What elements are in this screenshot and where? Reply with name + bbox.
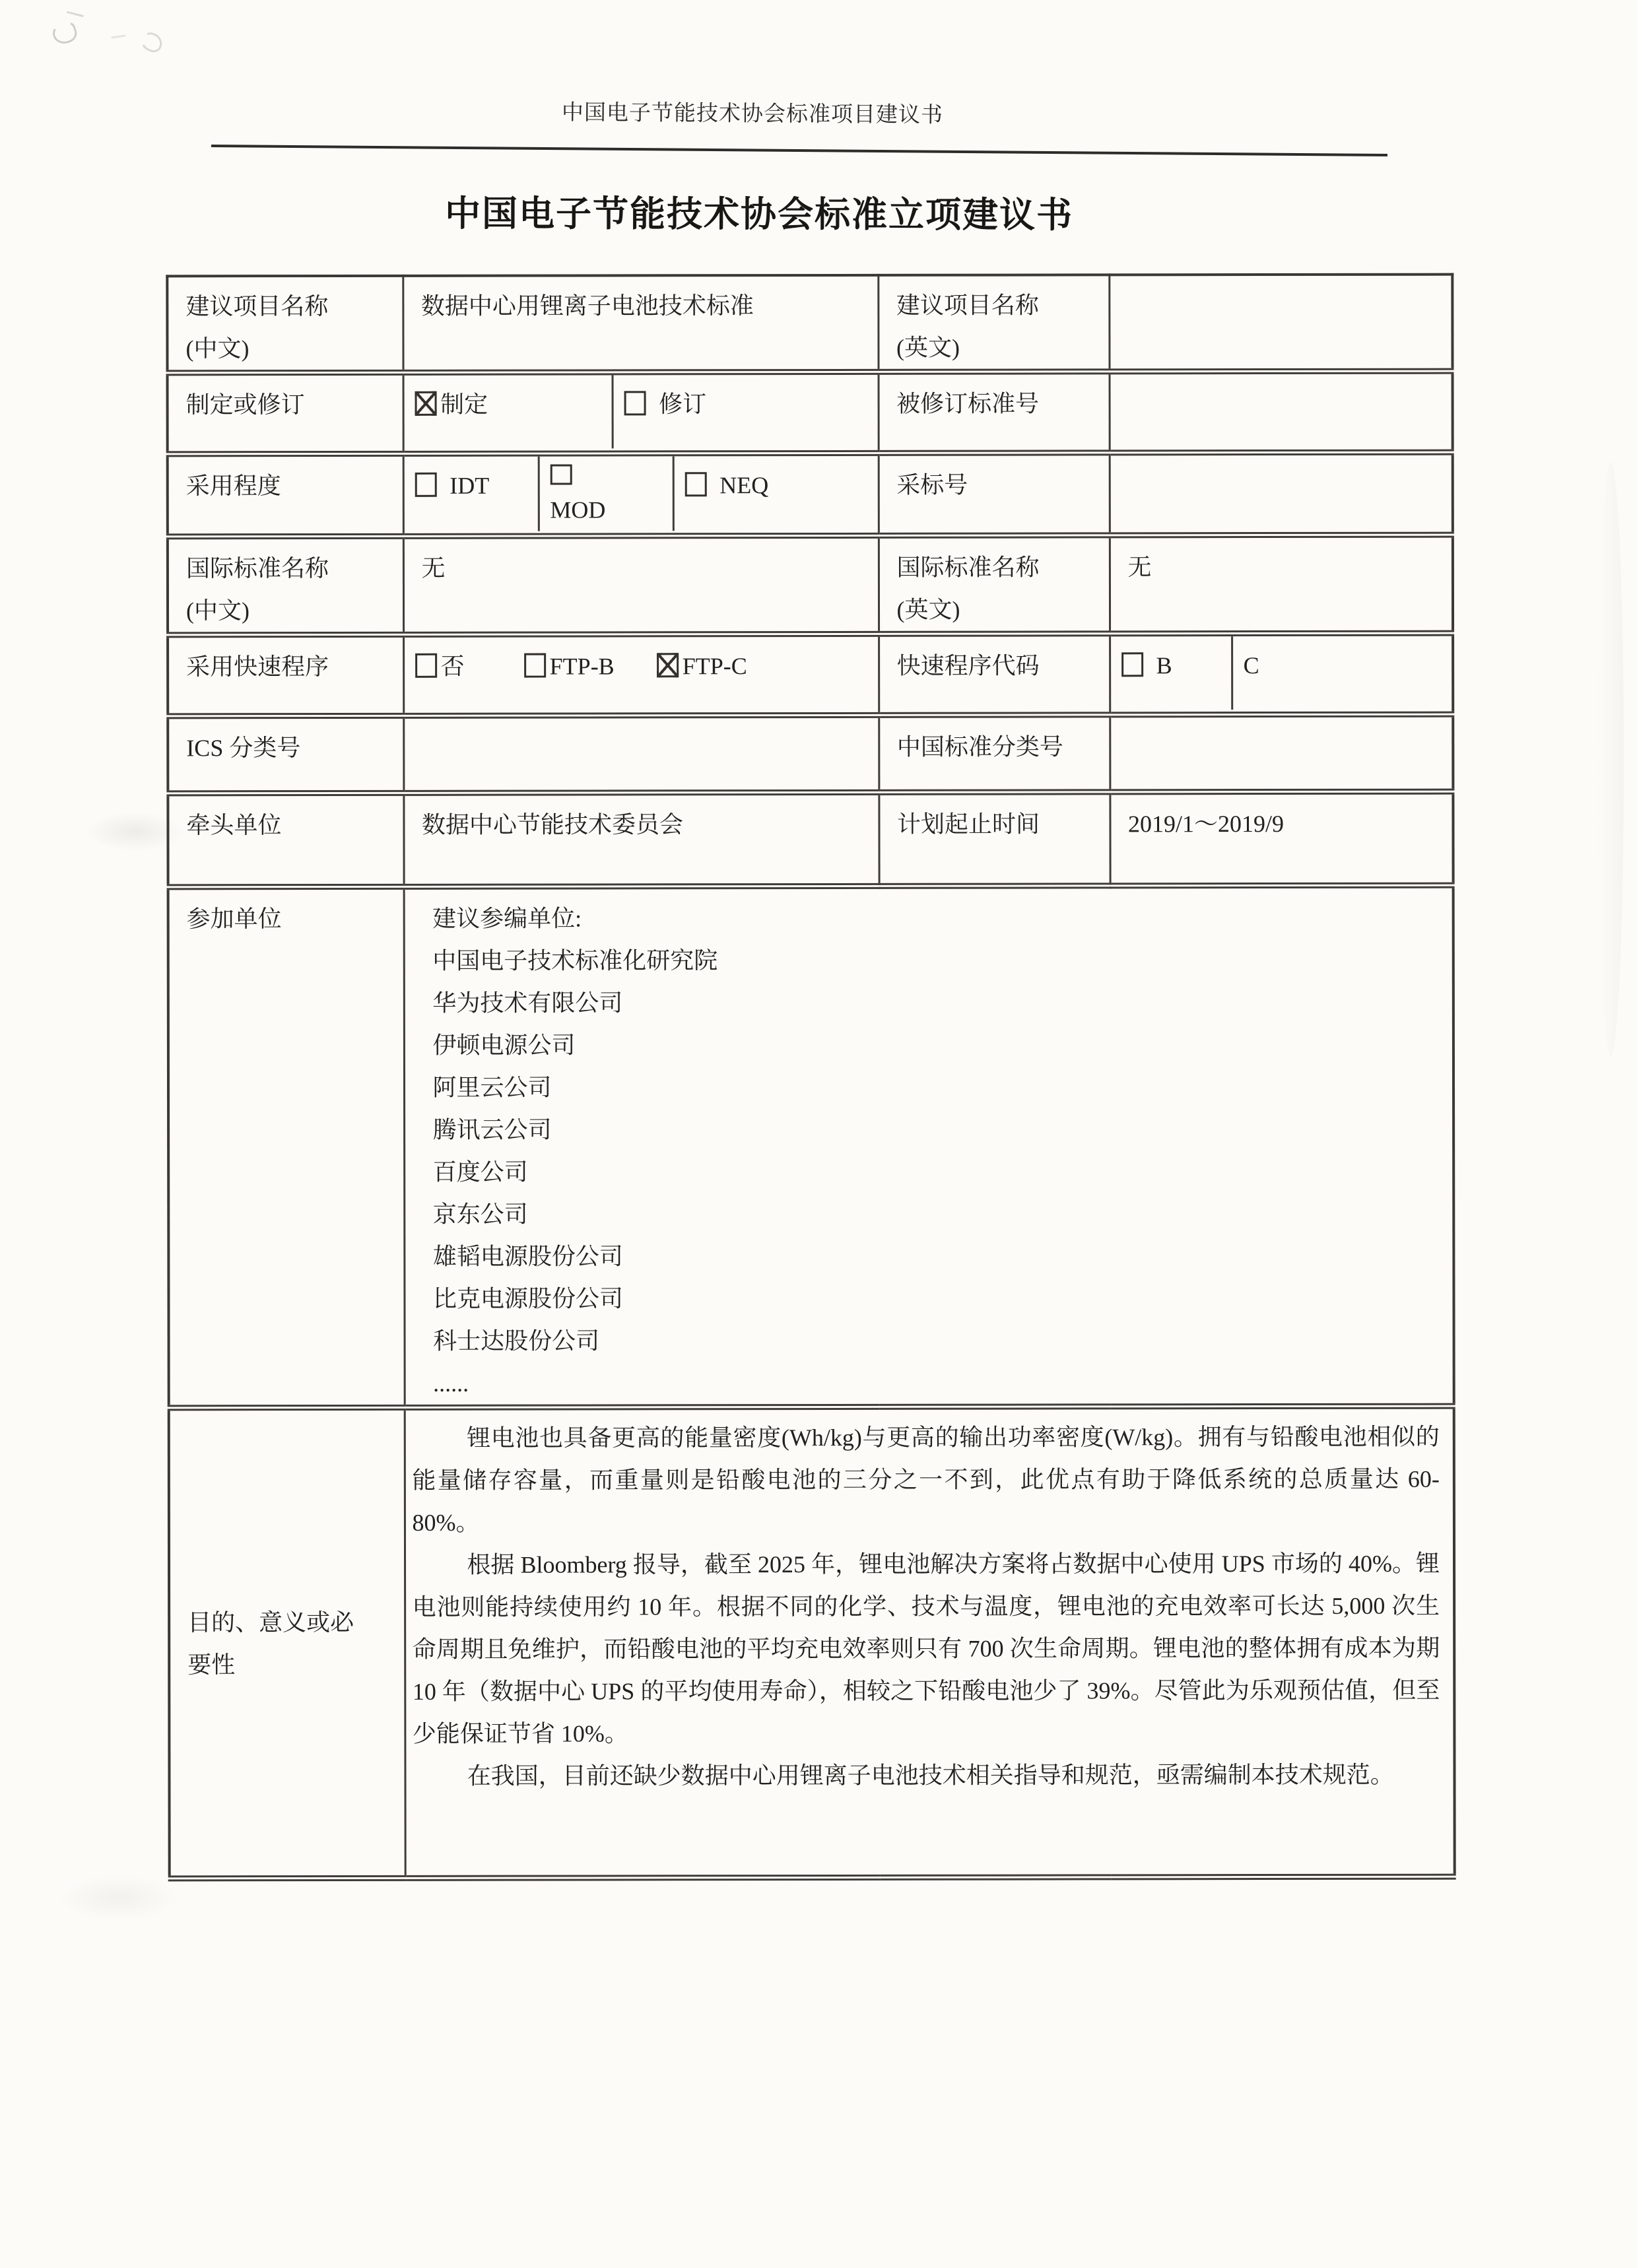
- label-intl-standard-name-en: 国际标准名称 (英文): [896, 554, 1040, 623]
- label-project-name-cn: 建议项目名称 (中文): [185, 293, 329, 362]
- checkbox-ftp-b-icon: [524, 653, 546, 678]
- checkbox-no-label: 否: [440, 653, 465, 680]
- checkbox-draft-label: 制定: [440, 391, 488, 418]
- option-neq: [674, 456, 877, 531]
- participating-unit: 京东公司: [432, 1201, 528, 1228]
- label-china-standard-class-no: 中国标准分类号: [896, 733, 1063, 760]
- pencil-scribble: [50, 19, 79, 47]
- row-fast-track: [168, 633, 1453, 716]
- value-adopted-standard-no: [1127, 463, 1443, 464]
- label-lead-unit: 牵头单位: [186, 812, 282, 839]
- option-mod: [539, 456, 674, 531]
- checkbox-revise-icon: [624, 391, 646, 415]
- label-purpose-significance: 目的、意义或必 要性: [187, 1609, 354, 1679]
- option-code-b: [1111, 636, 1233, 710]
- participating-unit: 伊顿电源公司: [432, 1032, 576, 1059]
- row-adoption-degree: [168, 452, 1453, 537]
- participating-units-heading: 建议参编单位:: [432, 905, 582, 932]
- checkbox-mod-icon: [550, 465, 572, 485]
- participating-unit: 百度公司: [432, 1158, 528, 1185]
- checkbox-neq-label: NEQ: [719, 472, 769, 499]
- option-code-c: [1233, 636, 1452, 710]
- participating-unit: 阿里云公司: [432, 1074, 552, 1101]
- checkbox-neq-icon: [685, 472, 706, 496]
- pencil-scribble: [110, 30, 125, 39]
- option-ftp-b: [524, 645, 615, 687]
- participating-unit: 中国电子技术标准化研究院: [432, 947, 718, 974]
- participating-units-ellipsis: ......: [433, 1370, 469, 1397]
- checkbox-draft-icon: [415, 391, 436, 416]
- participating-unit: 科士达股份公司: [433, 1327, 600, 1354]
- value-ics-class-no: [422, 726, 870, 727]
- purpose-paragraph-2: 根据 Bloomberg 报导，截至 2025 年，锂电池解决方案将占数据中心使用 UPS 市场的 40%。锂电池则能持续使用约 10 年。根据不同的化学、技术与温度，锂电池的充电效率可长达 5,000 次生命周期且免维护，而铅酸电池的平均充电效率则只有 700 次生命周期。锂电池的整体拥有成本为期 10 年（数据中心 UPS 的平均使用寿命），相较之下铅酸电池少了 39%。尽管此为乐观预估值，但至少能保证节省 10%。: [412, 1550, 1440, 1747]
- label-revised-standard-no: 被修订标准号: [896, 390, 1040, 417]
- label-adopted-standard-no: 采标号: [896, 471, 968, 498]
- option-ftp-c: [657, 645, 747, 687]
- code-c-label: C: [1243, 652, 1259, 679]
- label-project-name-en: 建议项目名称 (英文): [896, 292, 1039, 361]
- option-draft: [404, 375, 613, 448]
- value-planned-schedule: 2019/1～2019/9: [1127, 810, 1285, 838]
- value-china-standard-class-no: [1128, 725, 1444, 726]
- label-fast-track-code: 快速程序代码: [896, 652, 1040, 679]
- label-planned-schedule: 计划起止时间: [896, 811, 1040, 838]
- value-revised-standard-no: [1127, 382, 1443, 383]
- checkbox-idt-icon: [415, 473, 436, 497]
- label-ics-class-no: ICS 分类号: [186, 735, 301, 762]
- document-running-header: 中国电子节能技术协会标准项目建议书: [561, 100, 944, 128]
- label-adoption-degree: 采用程度: [185, 473, 281, 500]
- pencil-scribble: [67, 5, 85, 17]
- option-idt: [404, 457, 539, 531]
- value-lead-unit: 数据中心节能技术委员会: [421, 811, 684, 838]
- checkbox-no-icon: [415, 653, 437, 678]
- row-project-name: [167, 275, 1452, 373]
- participating-unit: 华为技术有限公司: [432, 989, 623, 1017]
- value-project-name-cn: 数据中心用锂离子电池技术标准: [420, 292, 754, 319]
- purpose-paragraph-3: 在我国，目前还缺少数据中心用锂离子电池技术相关指导和规范，亟需编制本技术规范。: [467, 1761, 1394, 1789]
- label-intl-standard-name-cn: 国际标准名称 (中文): [185, 555, 329, 624]
- checkbox-code-b-label: B: [1156, 652, 1172, 679]
- label-fast-track: 采用快速程序: [186, 653, 329, 681]
- row-intl-standard-name: [168, 535, 1453, 635]
- value-intl-standard-name-en: 无: [1127, 554, 1152, 581]
- proposal-form-table: [166, 273, 1455, 1882]
- row-ics-class: [168, 714, 1453, 793]
- checkbox-code-b-icon: [1121, 652, 1143, 677]
- label-participating-units: 参加单位: [186, 906, 282, 933]
- row-purpose-significance: [169, 1406, 1455, 1879]
- checkbox-ftp-c-icon: [657, 653, 679, 677]
- participating-unit: 雄韬电源股份公司: [432, 1243, 623, 1270]
- pencil-scribble: [139, 30, 165, 55]
- participating-unit: 腾讯云公司: [432, 1116, 552, 1143]
- checkbox-mod-label: MOD: [550, 496, 606, 523]
- participating-unit: 比克电源股份公司: [432, 1285, 624, 1312]
- option-revise: [613, 375, 877, 449]
- scan-smudge: [1597, 462, 1624, 1056]
- option-no: [415, 646, 465, 688]
- checkbox-idt-label: IDT: [450, 472, 490, 499]
- row-participating-units: [168, 885, 1454, 1408]
- checkbox-ftp-c-label: FTP-C: [682, 653, 747, 680]
- document-title: 中国电子节能技术协会标准立项建议书: [444, 193, 1074, 236]
- label-draft-or-revise: 制定或修订: [185, 391, 305, 418]
- row-lead-unit: [168, 791, 1453, 887]
- value-intl-standard-name-cn: 无: [421, 554, 446, 582]
- row-draft-or-revise: [168, 371, 1453, 454]
- checkbox-revise-label: 修订: [659, 391, 707, 418]
- purpose-paragraph-1: 锂电池也具备更高的能量密度(Wh/kg)与更高的输出功率密度(W/kg)。拥有与铅酸电池相似的能量储存容量，而重量则是铅酸电池的三分之一不到，此优点有助于降低系统的总质量达 60-80%。: [412, 1423, 1440, 1536]
- scan-smudge: [59, 1875, 178, 1921]
- checkbox-ftp-b-label: FTP-B: [549, 653, 615, 680]
- header-underline: [211, 145, 1387, 156]
